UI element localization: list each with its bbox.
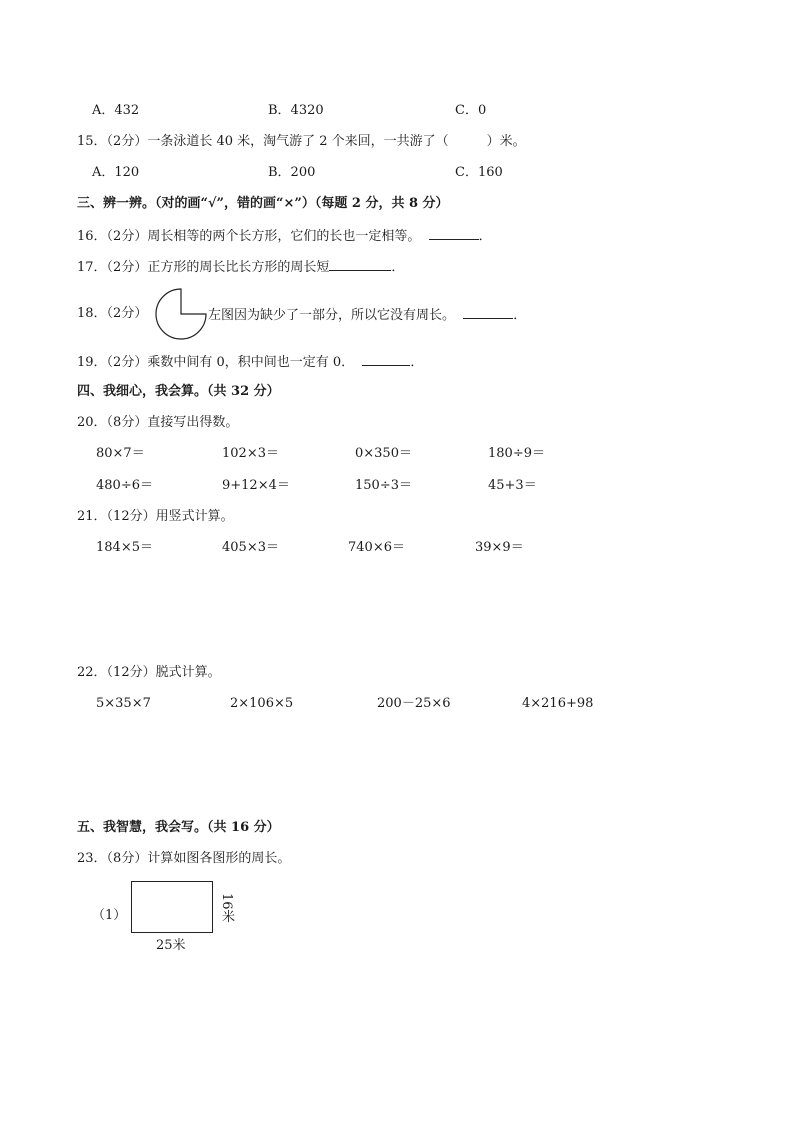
- q23-stem: 23．（8分）计算如图各图形的周长。: [77, 851, 291, 866]
- q22-item3: 200－25×6: [377, 696, 451, 711]
- q22-stem: 22．（12分）脱式计算。: [77, 665, 221, 680]
- partial-circle-figure: [153, 287, 209, 341]
- q15-option-c: C．160: [455, 165, 503, 180]
- q17-text: 17．（2分）正方形的周长比长方形的周长短: [77, 260, 330, 275]
- q20-r2-item3: 150÷3＝: [355, 478, 412, 493]
- q14-option-a: A．432: [92, 103, 140, 118]
- rectangle-height-label: 16米: [219, 893, 234, 923]
- q18-prefix: 18．（2分）: [77, 306, 148, 321]
- q17: [77, 258, 404, 276]
- q17-end: ．: [391, 260, 405, 275]
- q15-stem: [77, 134, 526, 150]
- q16-answer-blank[interactable]: [429, 227, 479, 240]
- q20-r1-item3: 0×350＝: [355, 446, 412, 461]
- q16-end: ．: [478, 229, 492, 244]
- q19-answer-blank[interactable]: [362, 353, 410, 366]
- section3-title: 三、辨一辨。（对的画“√”，错的画“×”）（每题 2 分，共 8 分）: [77, 196, 449, 211]
- q16: [77, 227, 492, 245]
- q18-end: ．: [513, 308, 527, 323]
- q16-text: 16．（2分）周长相等的两个长方形，它们的长也一定相等。: [77, 229, 421, 244]
- q21-item1: 184×5＝: [96, 540, 153, 555]
- section5-title: 五、我智慧，我会写。（共 16 分）: [77, 820, 280, 835]
- q21-item4: 39×9＝: [475, 540, 524, 555]
- rectangle-figure: [131, 881, 213, 933]
- q20-r2-item2: 9+12×4＝: [222, 478, 290, 493]
- q17-answer-blank[interactable]: [329, 258, 391, 271]
- q20-r1-item4: 180÷9＝: [488, 446, 545, 461]
- q14-option-c: C．0: [455, 103, 487, 118]
- q20-r2-item1: 480÷6＝: [96, 478, 153, 493]
- q20-r2-item4: 45+3＝: [488, 478, 537, 493]
- q22-item4: 4×216+98: [522, 696, 594, 711]
- q19: [77, 353, 423, 371]
- q21-stem: 21．（12分）用竖式计算。: [77, 509, 234, 524]
- q20-r1-item2: 102×3＝: [222, 446, 279, 461]
- q18-text: 左图因为缺少了一部分，所以它没有周长。: [208, 308, 456, 323]
- q15-stem-before: 15．（2分）一条泳道长 40 米，淘气游了 2 个来回，一共游了（: [77, 134, 449, 149]
- q22-item1: 5×35×7: [96, 696, 151, 711]
- q20-r1-item1: 80×7＝: [96, 446, 145, 461]
- rectangle-width-label: 25米: [156, 938, 186, 953]
- q18: [208, 306, 526, 324]
- q15-option-b: B．200: [268, 165, 316, 180]
- q14-option-b: B．4320: [268, 103, 324, 118]
- q15-option-a: A．120: [92, 165, 140, 180]
- q19-end: ．: [410, 355, 424, 370]
- q21-item3: 740×6＝: [348, 540, 405, 555]
- section4-title: 四、我细心，我会算。（共 32 分）: [77, 384, 280, 399]
- q21-item2: 405×3＝: [222, 540, 279, 555]
- q23-figure-label: （1）: [92, 908, 127, 923]
- q18-answer-blank[interactable]: [463, 306, 513, 319]
- q22-item2: 2×106×5: [230, 696, 294, 711]
- q20-stem: 20．（8分）直接写出得数。: [77, 415, 239, 430]
- q19-text: 19．（2分）乘数中间有 0，积中间也一定有 0．: [77, 355, 355, 370]
- q15-stem-after: ）米。: [486, 134, 526, 149]
